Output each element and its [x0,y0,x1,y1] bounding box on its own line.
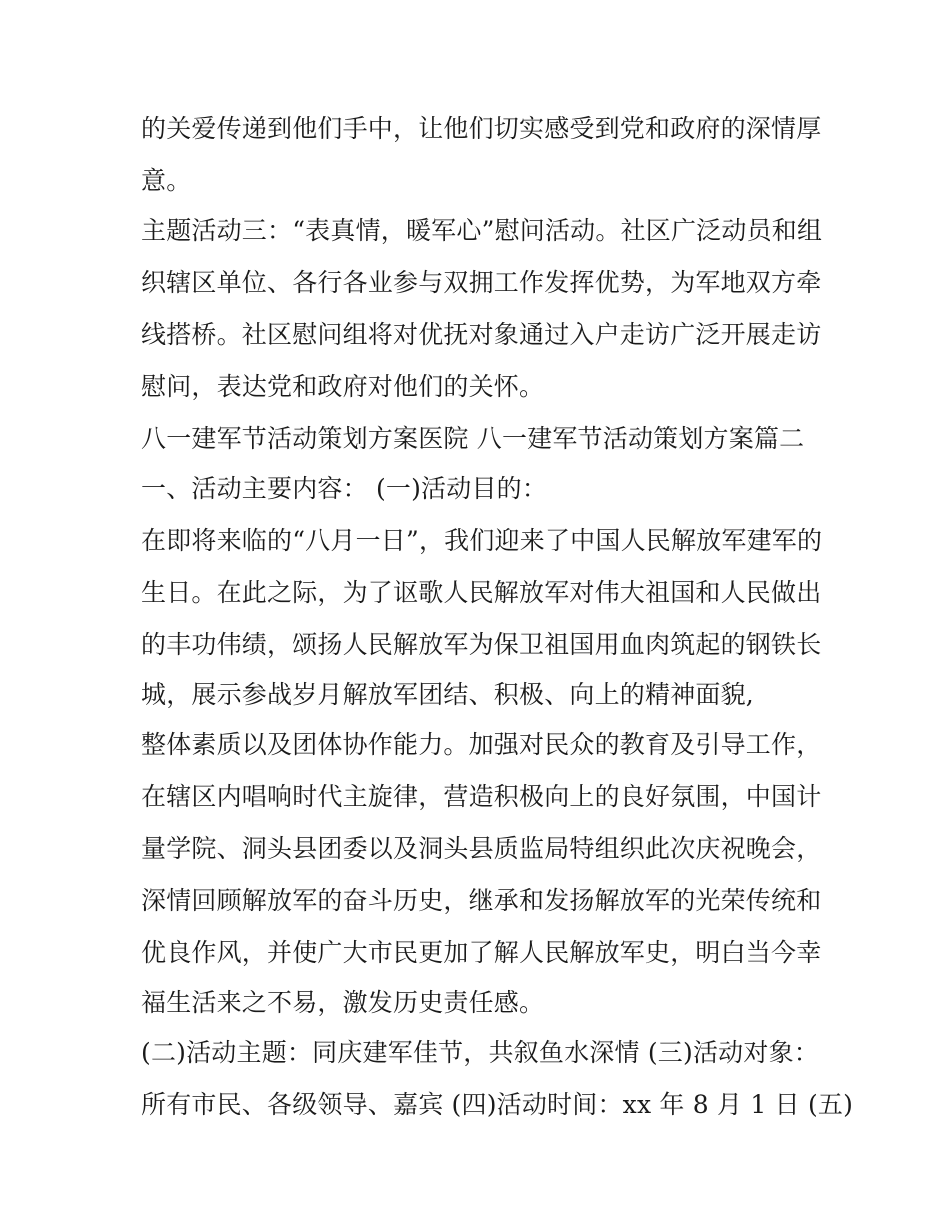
text-line: 生日。在此之际，为了讴歌人民解放军对伟大祖国和人民做出 [141,578,822,607]
text-line: 福生活来之不易，激发历史责任感。 [141,988,545,1017]
text-line: 的丰功伟绩，颂扬人民解放军为保卫祖国用血肉筑起的钢铁长 [141,630,822,659]
text-line: 整体素质以及团体协作能力。加强对民众的教育及引导工作， [141,730,822,759]
text-line: 意。 [141,166,192,195]
text-line: 优良作风，并使广大市民更加了解人民解放军史，明白当今幸 [141,938,822,967]
text-line: 线搭桥。社区慰问组将对优抚对象通过入户走访广泛开展走访 [141,320,822,349]
text-line: 织辖区单位、各行各业参与双拥工作发挥优势，为军地双方牵 [141,268,822,297]
text-line: 主题活动三：“表真情，暖军心”慰问活动。社区广泛动员和组 [141,216,823,245]
text-line: 在即将来临的“八月一日”，我们迎来了中国人民解放军建军的 [141,526,823,555]
section-heading: 八一建军节活动策划方案医院 八一建军节活动策划方案篇二 [141,424,805,453]
text-line: 所有市民、各级领导、嘉宾 (四)活动时间：xx 年 8 月 1 日 (五) [141,1090,854,1119]
text-line: 城，展示参战岁月解放军团结、积极、向上的精神面貌, [141,680,754,709]
text-line: 慰问，表达党和政府对他们的关怀。 [141,372,545,401]
text-line: (二)活动主题：同庆建军佳节，共叙鱼水深情 (三)活动对象： [141,1038,819,1067]
text-line: 在辖区内唱响时代主旋律，营造积极向上的良好氛围，中国计 [141,782,822,811]
text-line: 量学院、洞头县团委以及洞头县质监局特组织此次庆祝晚会， [141,834,822,863]
text-line: 深情回顾解放军的奋斗历史，继承和发扬解放军的光荣传统和 [141,886,822,915]
text-line: 一、活动主要内容： (一)活动目的： [141,474,548,503]
text-line: 的关爱传递到他们手中，让他们切实感受到党和政府的深情厚 [141,114,822,143]
